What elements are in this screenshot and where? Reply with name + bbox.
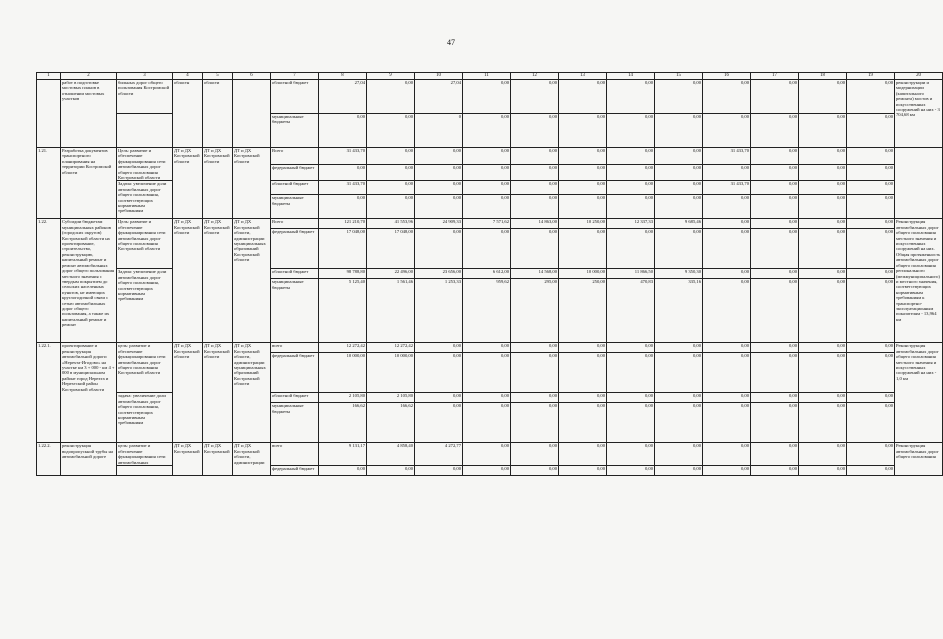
value-cell: 27,04 (319, 80, 367, 114)
value-cell: 0,00 (703, 80, 751, 114)
value-cell: 10 000,00 (559, 269, 607, 279)
value-cell: 0,00 (607, 443, 655, 466)
value-cell: 22 496,00 (367, 269, 415, 279)
value-cell: 0,00 (607, 229, 655, 269)
activity-name: реконструкция водопропускной трубы на автомобильной дороге (61, 443, 117, 476)
value-cell: 0,00 (847, 393, 895, 403)
value-cell: 0,00 (415, 343, 463, 353)
value-cell: 0,00 (511, 195, 559, 219)
value-cell: 0,00 (511, 164, 559, 181)
value-cell: 0,00 (703, 393, 751, 403)
value-cell: 0,00 (463, 393, 511, 403)
value-cell: 0,00 (367, 195, 415, 219)
value-cell: 12 337,33 (607, 219, 655, 229)
table-row (37, 80, 943, 114)
value-cell: 0,00 (511, 353, 559, 393)
value-cell: 0,00 (415, 403, 463, 443)
value-cell: 0,00 (511, 229, 559, 269)
value-cell: 0,00 (751, 114, 799, 148)
value-cell: 10 250,00 (559, 219, 607, 229)
executor-cell: ДТ и ДХ Костромской области (173, 219, 203, 343)
header-cell: 7 (271, 73, 319, 80)
value-cell: 166,62 (319, 403, 367, 443)
goal-text: Цель: развитие и обеспечение функционирования сети автомобильных дорог общего пользования Костромской области (117, 219, 173, 269)
value-cell: 0,00 (511, 466, 559, 476)
table-row (37, 219, 943, 229)
value-cell: 0,00 (799, 343, 847, 353)
value-cell: 0,00 (751, 148, 799, 165)
funding-source: федеральный бюджет (271, 353, 319, 393)
value-cell: 0,00 (607, 393, 655, 403)
value-cell: 0,00 (655, 229, 703, 269)
executor-cell: области (203, 80, 233, 148)
value-cell: 0,00 (799, 195, 847, 219)
value-cell: 0,00 (463, 343, 511, 353)
value-cell: 0,00 (319, 164, 367, 181)
value-cell: 0,00 (655, 466, 703, 476)
value-cell: 0,00 (847, 114, 895, 148)
header-cell: 17 (751, 73, 799, 80)
value-cell: 0,00 (319, 466, 367, 476)
value-cell: 0,00 (799, 466, 847, 476)
value-cell: 0,00 (703, 229, 751, 269)
value-cell: 1 561,46 (367, 279, 415, 343)
header-cell: 13 (559, 73, 607, 80)
value-cell: 0,00 (703, 195, 751, 219)
funding-source: муниципальные бюджеты (271, 114, 319, 148)
value-cell: 0,00 (463, 443, 511, 466)
value-cell: 31 433,70 (703, 181, 751, 195)
funding-source: областной бюджет (271, 269, 319, 279)
value-cell: 0,00 (703, 466, 751, 476)
value-cell: 98 788,80 (319, 269, 367, 279)
row-number (37, 80, 61, 148)
goal-text: Цель: развитие и обеспечение функционирования сети автомобильных дорог общего пользования Костромской области (117, 148, 173, 181)
task-text: Задача: увеличение доли автомобильных дорог общего пользования, соответствующих нормативным требованиям (117, 269, 173, 343)
value-cell: 0,00 (559, 114, 607, 148)
value-cell: 0,00 (319, 195, 367, 219)
funding-source: федеральный бюджет (271, 229, 319, 269)
value-cell: 0,00 (607, 403, 655, 443)
value-cell: 2 105,80 (319, 393, 367, 403)
value-cell: 0,00 (463, 195, 511, 219)
row-number: 1.22.2. (37, 443, 61, 476)
value-cell: 0,00 (847, 80, 895, 114)
value-cell: 0,00 (703, 443, 751, 466)
value-cell: 0,00 (799, 403, 847, 443)
value-cell: 11 866,50 (607, 269, 655, 279)
value-cell: 0,00 (847, 466, 895, 476)
value-cell: 0,00 (751, 164, 799, 181)
value-cell: 12 272,42 (367, 343, 415, 353)
executor-cell (233, 80, 271, 148)
value-cell: 17 048,00 (319, 229, 367, 269)
value-cell: 0,00 (799, 181, 847, 195)
value-cell: 0,00 (511, 403, 559, 443)
value-cell: 0,00 (463, 148, 511, 165)
value-cell: 0,00 (703, 269, 751, 279)
value-cell: 4 272,77 (415, 443, 463, 466)
value-cell: 9 350,30 (655, 269, 703, 279)
result-text: Реконструкция автомобильных дорог общего пользования местного значения и искусственных сооружений на них. Общая протяженность автомобильных дорог общего пользования регионального (межмуниципального) и местного значения, соответствующих нормативным требованиям к транспортно-эксплуатационным показателям - 13,964 км (895, 219, 943, 343)
value-cell: 0,00 (703, 164, 751, 181)
header-cell: 20 (895, 73, 943, 80)
funding-source: муниципальные бюджеты (271, 195, 319, 219)
value-cell: 0,00 (415, 393, 463, 403)
value-cell: 0,00 (847, 443, 895, 466)
value-cell: 959,62 (463, 279, 511, 343)
value-cell: 0,00 (703, 114, 751, 148)
value-cell: 0,00 (847, 148, 895, 165)
value-cell: 0,00 (607, 164, 655, 181)
goal-text: цель: развитие и обеспечение функционирования сети автомобильных дорог общего пользования Костромской области (117, 343, 173, 393)
value-cell: 0,00 (559, 164, 607, 181)
result-text (895, 148, 943, 219)
value-cell: 166,62 (367, 403, 415, 443)
result-text: Реконструкция автомобильных дорог общего пользования (895, 443, 943, 476)
value-cell: 0,00 (751, 466, 799, 476)
executor-cell: ДТ и ДХ Костромской области (173, 148, 203, 219)
value-cell: 0,00 (799, 229, 847, 269)
value-cell: 0,00 (607, 353, 655, 393)
value-cell: 0,00 (655, 80, 703, 114)
value-cell: 0,00 (559, 466, 607, 476)
page-number: 47 (447, 38, 455, 47)
value-cell: 335,16 (655, 279, 703, 343)
value-cell: 0,00 (847, 403, 895, 443)
value-cell: 0,00 (559, 195, 607, 219)
value-cell: 0,00 (511, 80, 559, 114)
header-cell: 6 (233, 73, 271, 80)
value-cell: 470,83 (607, 279, 655, 343)
value-cell: 0,00 (367, 466, 415, 476)
value-cell: 0,00 (463, 466, 511, 476)
value-cell: 0,00 (751, 403, 799, 443)
executor-cell: ДТ и ДХ Костромской (203, 443, 233, 476)
value-cell: 0,00 (367, 114, 415, 148)
value-cell: 0 (415, 114, 463, 148)
funding-source: Всего (271, 219, 319, 229)
value-cell: 0,00 (367, 148, 415, 165)
value-cell: 0,00 (847, 279, 895, 343)
value-cell: 0,00 (415, 181, 463, 195)
value-cell: 0,00 (655, 353, 703, 393)
value-cell: 0,00 (751, 443, 799, 466)
value-cell: 0,00 (655, 403, 703, 443)
value-cell: 0,00 (607, 80, 655, 114)
value-cell: 0,00 (847, 181, 895, 195)
value-cell: 23 656,00 (415, 269, 463, 279)
table-row (37, 443, 943, 466)
value-cell: 0,00 (799, 353, 847, 393)
value-cell: 0,00 (799, 164, 847, 181)
value-cell: 0,00 (415, 164, 463, 181)
value-cell: 0,00 (559, 229, 607, 269)
value-cell: 1 253,33 (415, 279, 463, 343)
task-text: Задача: увеличение доли автомобильных дорог общего пользования, соответствующих нормативным требованиям (117, 181, 173, 219)
value-cell: 12 272,42 (319, 343, 367, 353)
value-cell: 0,00 (655, 195, 703, 219)
value-cell: 0,00 (799, 393, 847, 403)
executor-cell: ДТ и ДХ Костромской области, администрации (233, 443, 271, 476)
value-cell: 0,00 (511, 443, 559, 466)
value-cell: 0,00 (751, 181, 799, 195)
executor-cell: ДТ и ДХ Костромской области (173, 343, 203, 443)
value-cell: 0,00 (463, 403, 511, 443)
header-cell: 2 (61, 73, 117, 80)
value-cell: 0,00 (655, 114, 703, 148)
value-cell: 0,00 (799, 148, 847, 165)
value-cell: 7 571,62 (463, 219, 511, 229)
result-text: Реконструкция автомобильных дорог общего пользования местного значения и искусственных сооружений на них - 1,0 км (895, 343, 943, 443)
value-cell: 0,00 (751, 279, 799, 343)
value-cell: 0,00 (511, 393, 559, 403)
value-cell: 0,00 (703, 279, 751, 343)
value-cell: 0,00 (799, 279, 847, 343)
header-cell: 11 (463, 73, 511, 80)
executor-cell: ДТ и ДХ Костромской области (233, 148, 271, 219)
funding-source: областной бюджет (271, 80, 319, 114)
value-cell: 0,00 (559, 80, 607, 114)
table-row (37, 343, 943, 353)
value-cell: 0,00 (847, 343, 895, 353)
value-cell: 0,00 (703, 219, 751, 229)
row-number: 1.21. (37, 148, 61, 219)
value-cell: 0,00 (799, 443, 847, 466)
value-cell: 0,00 (559, 181, 607, 195)
value-cell: 0,00 (559, 393, 607, 403)
value-cell: 0,00 (463, 164, 511, 181)
value-cell: 17 048,00 (367, 229, 415, 269)
value-cell: 0,00 (847, 353, 895, 393)
table-row (37, 181, 943, 195)
value-cell: 0,00 (751, 343, 799, 353)
value-cell: 31 433,70 (703, 148, 751, 165)
value-cell: 0,00 (607, 343, 655, 353)
value-cell: 0,00 (511, 114, 559, 148)
value-cell: 0,00 (607, 114, 655, 148)
value-cell: 0,00 (751, 353, 799, 393)
activity-name: Разработка документов транспортного планирования на территории Костромской области (61, 148, 117, 219)
header-cell: 18 (799, 73, 847, 80)
value-cell: 0,00 (607, 181, 655, 195)
value-cell: 0,00 (463, 353, 511, 393)
row-number: 1.22. (37, 219, 61, 343)
table-row (37, 269, 943, 279)
value-cell: 0,00 (799, 114, 847, 148)
value-cell: 0,00 (559, 403, 607, 443)
value-cell: 0,00 (847, 229, 895, 269)
value-cell: 0,00 (463, 114, 511, 148)
task-text: задача: увеличение доли автомобильных дорог общего пользования, соответствующих нормативным требованиям (117, 393, 173, 443)
value-cell: 0,00 (847, 219, 895, 229)
value-cell: 0,00 (463, 229, 511, 269)
header-cell: 16 (703, 73, 751, 80)
executor-cell: ДТ и ДХ Костромской области, администрации муниципальных образований Костромской области (233, 219, 271, 343)
value-cell: 0,00 (415, 148, 463, 165)
value-cell: 0,00 (655, 343, 703, 353)
value-cell: 250,00 (559, 279, 607, 343)
value-cell: 0,00 (607, 195, 655, 219)
value-cell: 0,00 (751, 195, 799, 219)
value-cell: 0,00 (799, 269, 847, 279)
value-cell: 5 125,40 (319, 279, 367, 343)
header-cell: 3 (117, 73, 173, 80)
funding-source: федеральный бюджет (271, 466, 319, 476)
goal-text: бильных дорог общего пользования Костромской области (117, 80, 173, 114)
value-cell: 0,00 (655, 443, 703, 466)
header-row (37, 73, 943, 80)
executor-cell: ДТ и ДХ Костромской области (203, 343, 233, 443)
activity-name: Субсидии бюджетам муниципальных районов (городских округов) Костромской области на проектирование, строительство, реконструкцию, капитальный ремонт и ремонт автомобильных дорог общего пользования местного значения с твердым покрытием до сельских населенных пунктов, не имеющих круглогодичной связи с сетью автомобильных дорог общего пользования, а также их капитальный ремонт и ремонт (61, 219, 117, 343)
value-cell: 0,00 (751, 229, 799, 269)
value-cell: 0,00 (511, 343, 559, 353)
task-text (117, 114, 173, 148)
value-cell: 0,00 (847, 164, 895, 181)
value-cell: 2 105,80 (367, 393, 415, 403)
funding-source: областной бюджет (271, 393, 319, 403)
value-cell: 0,00 (607, 148, 655, 165)
value-cell: 0,00 (847, 269, 895, 279)
value-cell: 0,00 (751, 80, 799, 114)
activity-name: работ в подготовке мостовых планов в отношении мостовых участков (61, 80, 117, 148)
funding-source: областной бюджет (271, 181, 319, 195)
value-cell: 31 433,70 (319, 148, 367, 165)
value-cell: 0,00 (511, 148, 559, 165)
header-cell: 1 (37, 73, 61, 80)
funding-source: Всего (271, 148, 319, 165)
header-cell: 5 (203, 73, 233, 80)
funding-source: всего (271, 343, 319, 353)
value-cell: 0,00 (655, 181, 703, 195)
value-cell: 41 553,96 (367, 219, 415, 229)
value-cell: 0,00 (703, 353, 751, 393)
value-cell: 0,00 (367, 80, 415, 114)
header-cell: 12 (511, 73, 559, 80)
value-cell: 14 863,00 (511, 219, 559, 229)
header-cell: 8 (319, 73, 367, 80)
table-row (37, 148, 943, 165)
header-cell: 9 (367, 73, 415, 80)
task-text (117, 466, 173, 476)
value-cell: 9 685,46 (655, 219, 703, 229)
header-cell: 15 (655, 73, 703, 80)
value-cell: 0,00 (511, 181, 559, 195)
value-cell: 0,00 (703, 343, 751, 353)
value-cell: 0,00 (559, 343, 607, 353)
executor-cell: ДТ и ДХ Костромской (173, 443, 203, 476)
value-cell: 0,00 (463, 181, 511, 195)
value-cell: 31 433,70 (319, 181, 367, 195)
header-cell: 10 (415, 73, 463, 80)
executor-cell: ДТ и ДХ Костромской области (203, 219, 233, 343)
value-cell: 9 131,17 (319, 443, 367, 466)
header-cell: 19 (847, 73, 895, 80)
value-cell: 295,00 (511, 279, 559, 343)
value-cell: 4 858,40 (367, 443, 415, 466)
value-cell: 0,00 (415, 353, 463, 393)
value-cell: 0,00 (415, 466, 463, 476)
value-cell: 0,00 (415, 229, 463, 269)
value-cell: 0,00 (751, 219, 799, 229)
value-cell: 0,00 (655, 393, 703, 403)
executor-cell: ДТ и ДХ Костромской области, администрации муниципальных образований Костромской области (233, 343, 271, 443)
value-cell: 0,00 (367, 181, 415, 195)
table-row (37, 393, 943, 403)
value-cell: 0,00 (559, 353, 607, 393)
result-text: реконструкции и модернизации (капитального ремонта) мостов и искусственных сооружений на них - 3 704,68 км (895, 80, 943, 148)
funding-source: федеральный бюджет (271, 164, 319, 181)
value-cell: 0,00 (751, 269, 799, 279)
row-number: 1.22.1. (37, 343, 61, 443)
funding-source: муниципальные бюджеты (271, 403, 319, 443)
budget-table (36, 72, 943, 476)
goal-text: цель: развитие и обеспечение функционирования сети автомобильных (117, 443, 173, 466)
value-cell: 10 000,00 (367, 353, 415, 393)
value-cell: 0,00 (367, 164, 415, 181)
funding-source: муниципальные бюджеты (271, 279, 319, 343)
value-cell: 0,00 (751, 393, 799, 403)
value-cell: 121 210,70 (319, 219, 367, 229)
value-cell: 0,00 (415, 195, 463, 219)
value-cell: 0,00 (655, 164, 703, 181)
value-cell: 0,00 (655, 148, 703, 165)
header-cell: 14 (607, 73, 655, 80)
funding-source: всего (271, 443, 319, 466)
value-cell: 0,00 (799, 80, 847, 114)
activity-name: проектирование и реконструкция автомобильной дороги «Нерехта-Игодово» на участке км 3 + 000 - км 4 + 000 в муниципальном районе город Нерехта и Нерехтский район Костромской области (61, 343, 117, 443)
executor-cell: областн (173, 80, 203, 148)
value-cell: 10 000,00 (319, 353, 367, 393)
table-row (37, 466, 943, 476)
value-cell: 27,04 (415, 80, 463, 114)
table-row (37, 114, 943, 148)
value-cell: 0,00 (607, 466, 655, 476)
header-cell: 4 (173, 73, 203, 80)
value-cell: 14 568,00 (511, 269, 559, 279)
value-cell: 0,00 (703, 403, 751, 443)
value-cell: 0,00 (847, 195, 895, 219)
executor-cell: ДТ и ДХ Костромской области (203, 148, 233, 219)
value-cell: 0,00 (559, 443, 607, 466)
value-cell: 0,00 (799, 219, 847, 229)
value-cell: 0,00 (463, 80, 511, 114)
value-cell: 24 909,33 (415, 219, 463, 229)
value-cell: 6 612,00 (463, 269, 511, 279)
value-cell: 0,00 (559, 148, 607, 165)
value-cell: 0,00 (319, 114, 367, 148)
